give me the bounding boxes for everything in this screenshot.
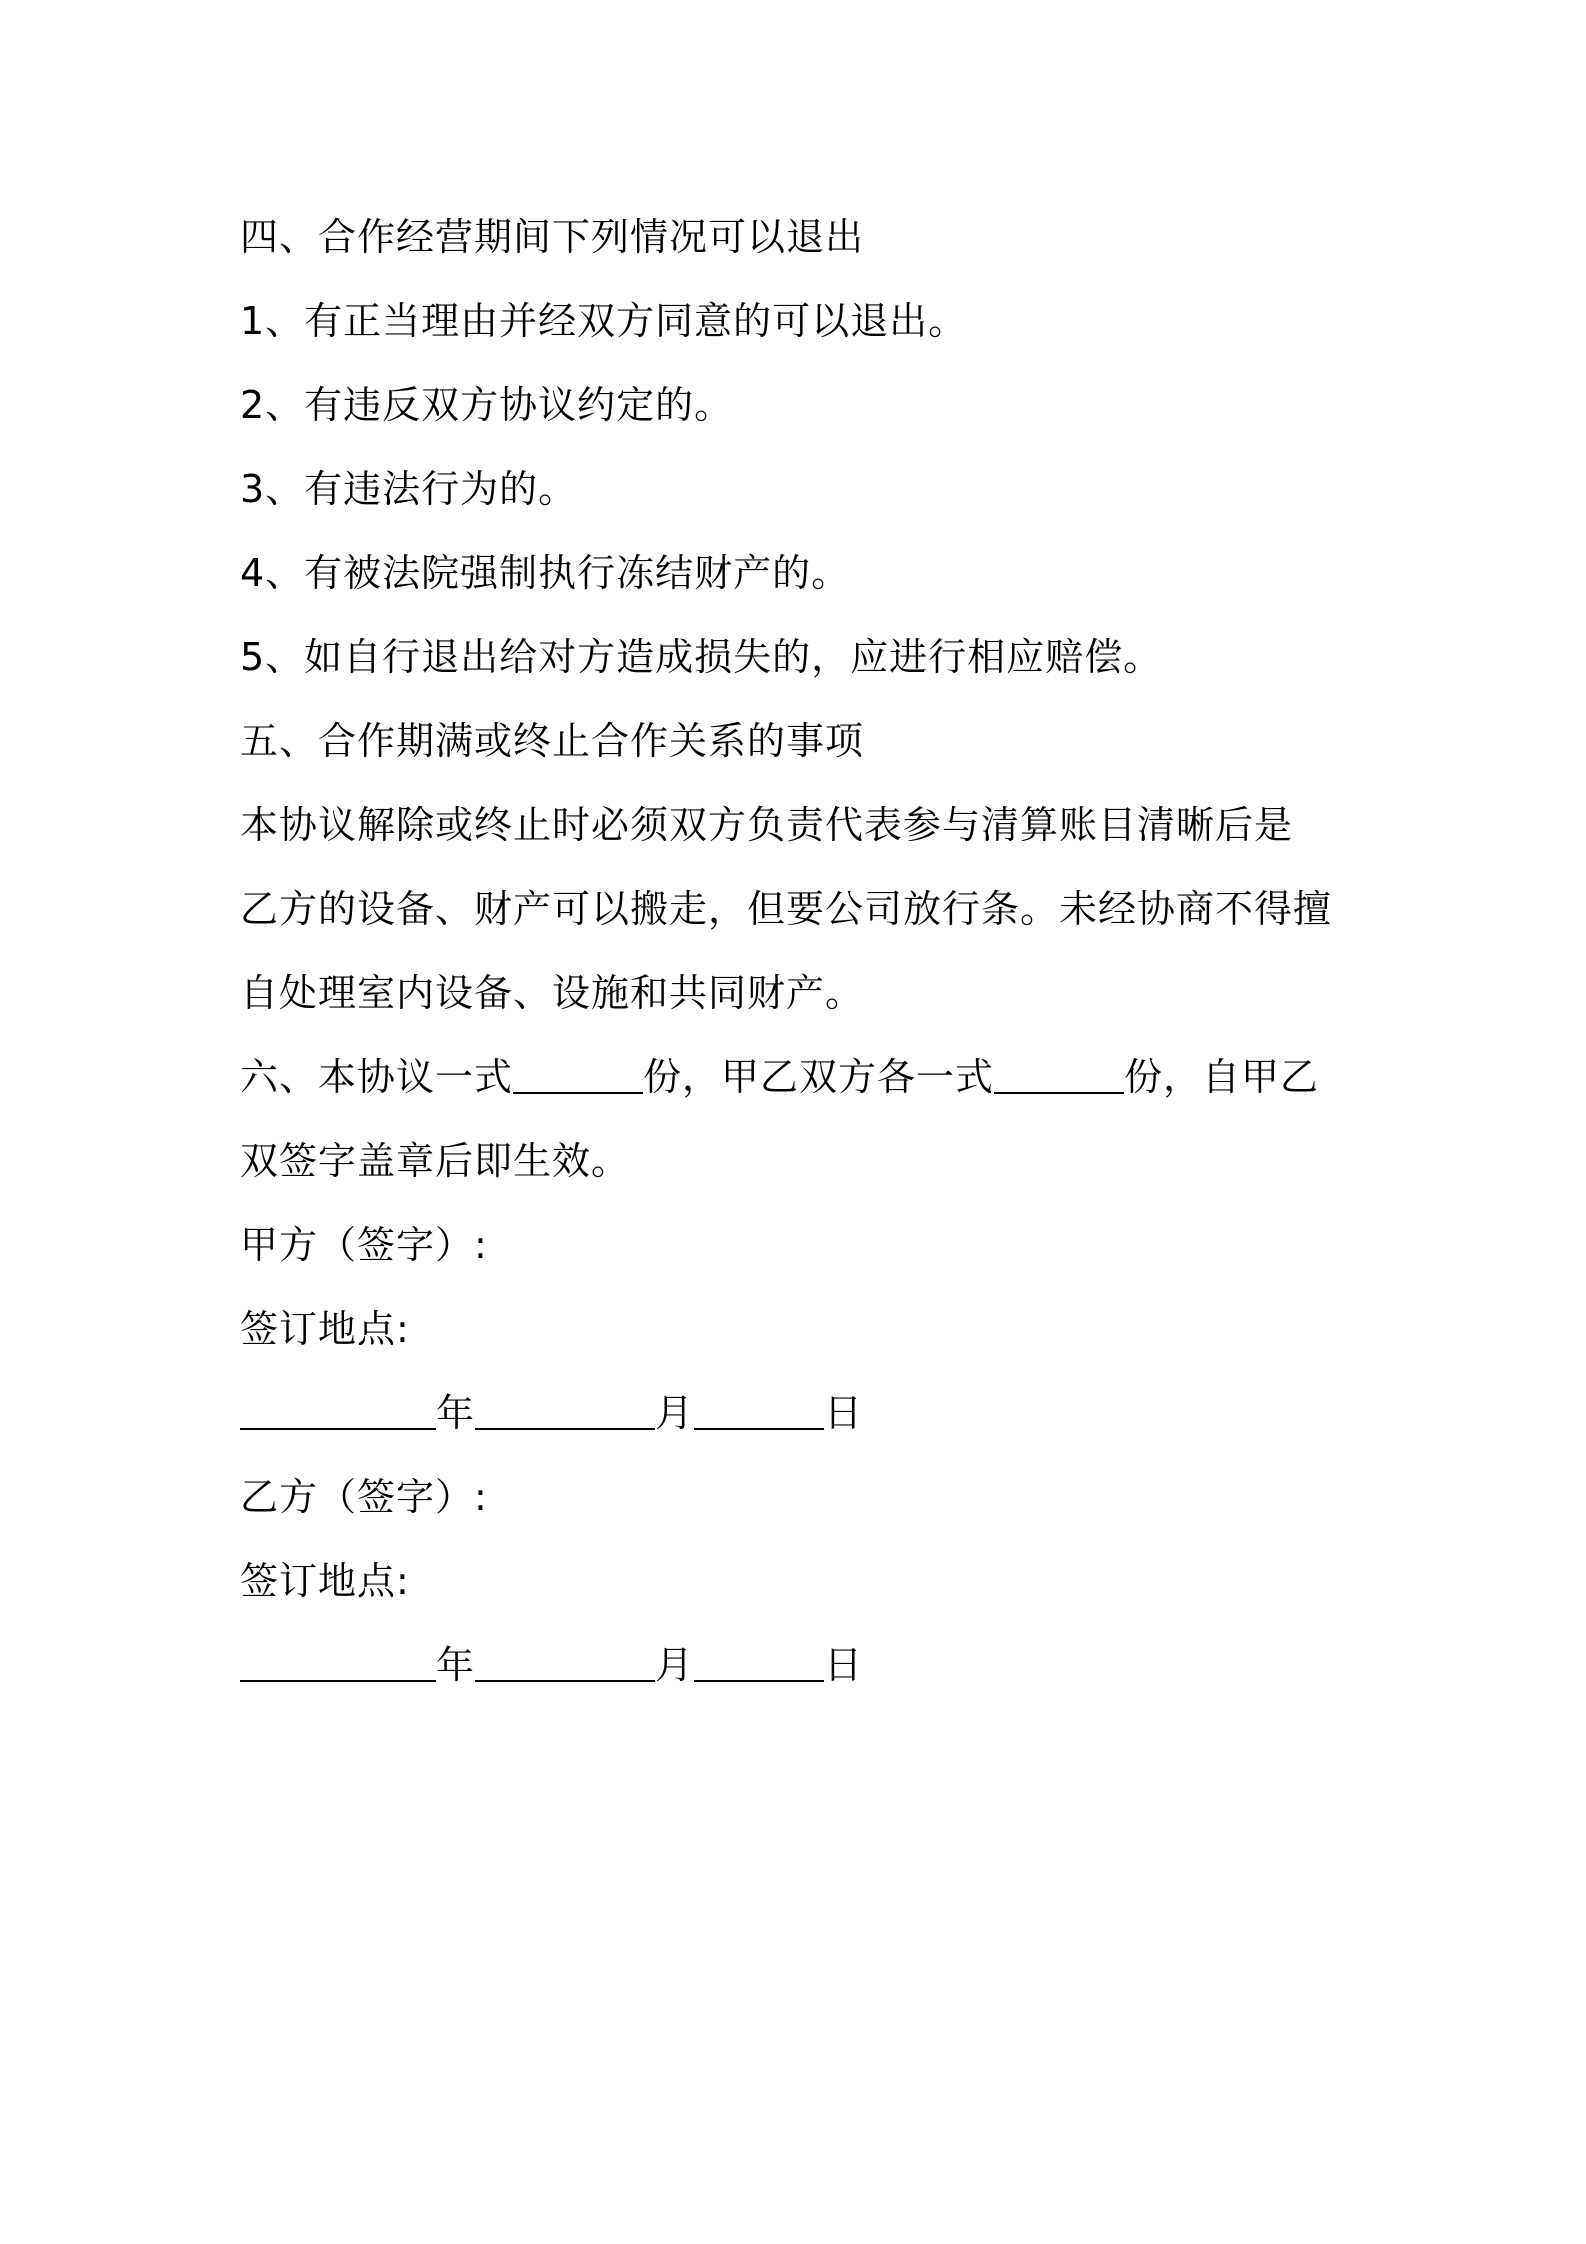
section4-item-5: 5、如自行退出给对方造成损失的，应进行相应赔偿。 — [240, 635, 1163, 679]
section5-line-2: 乙方的设备、财产可以搬走，但要公司放行条。未经协商不得擅 — [240, 887, 1333, 931]
section4-item-4: 4、有被法院强制执行冻结财产的。 — [240, 551, 851, 595]
section6-text-2: 份，甲乙双方各一式 — [643, 1055, 995, 1099]
copies-total-blank — [513, 1056, 643, 1094]
section6-text-1: 六、本协议一式 — [240, 1055, 514, 1099]
section4-item-3: 3、有违法行为的。 — [240, 467, 578, 511]
party-a-month-label: 月 — [655, 1391, 695, 1435]
party-b-day-label: 日 — [824, 1643, 864, 1687]
party-b-place-label: 签订地点: — [240, 1559, 410, 1603]
section4-heading: 四、合作经营期间下列情况可以退出 — [240, 215, 865, 259]
section5-line-3: 自处理室内设备、设施和共同财产。 — [240, 971, 865, 1015]
party-b-date-line — [240, 1623, 1360, 1707]
party-a-day-blank — [694, 1392, 824, 1430]
party-a-sign-label: 甲方（签字）: — [240, 1223, 488, 1267]
section4-item-1: 1、有正当理由并经双方同意的可以退出。 — [240, 299, 968, 343]
document-body — [240, 195, 1360, 1707]
party-b-month-blank — [475, 1644, 655, 1682]
party-b-year-label: 年 — [436, 1643, 476, 1687]
section6-text-3: 份，自甲乙 — [1124, 1055, 1320, 1099]
section6-line-1 — [240, 1035, 1360, 1119]
party-a-year-blank — [240, 1392, 436, 1430]
section6-line-2: 双签字盖章后即生效。 — [240, 1139, 631, 1183]
party-a-year-label: 年 — [436, 1391, 476, 1435]
copies-each-blank — [994, 1056, 1124, 1094]
party-b-day-blank — [694, 1644, 824, 1682]
section5-line-1: 本协议解除或终止时必须双方负责代表参与清算账目清晰后是 — [240, 803, 1294, 847]
party-b-sign-label: 乙方（签字）: — [240, 1475, 488, 1519]
party-a-month-blank — [475, 1392, 655, 1430]
section5-heading: 五、合作期满或终止合作关系的事项 — [240, 719, 865, 763]
party-a-day-label: 日 — [824, 1391, 864, 1435]
section4-item-2: 2、有违反双方协议约定的。 — [240, 383, 734, 427]
party-b-year-blank — [240, 1644, 436, 1682]
party-a-date-line — [240, 1371, 1360, 1455]
party-b-month-label: 月 — [655, 1643, 695, 1687]
party-a-place-label: 签订地点: — [240, 1307, 410, 1351]
